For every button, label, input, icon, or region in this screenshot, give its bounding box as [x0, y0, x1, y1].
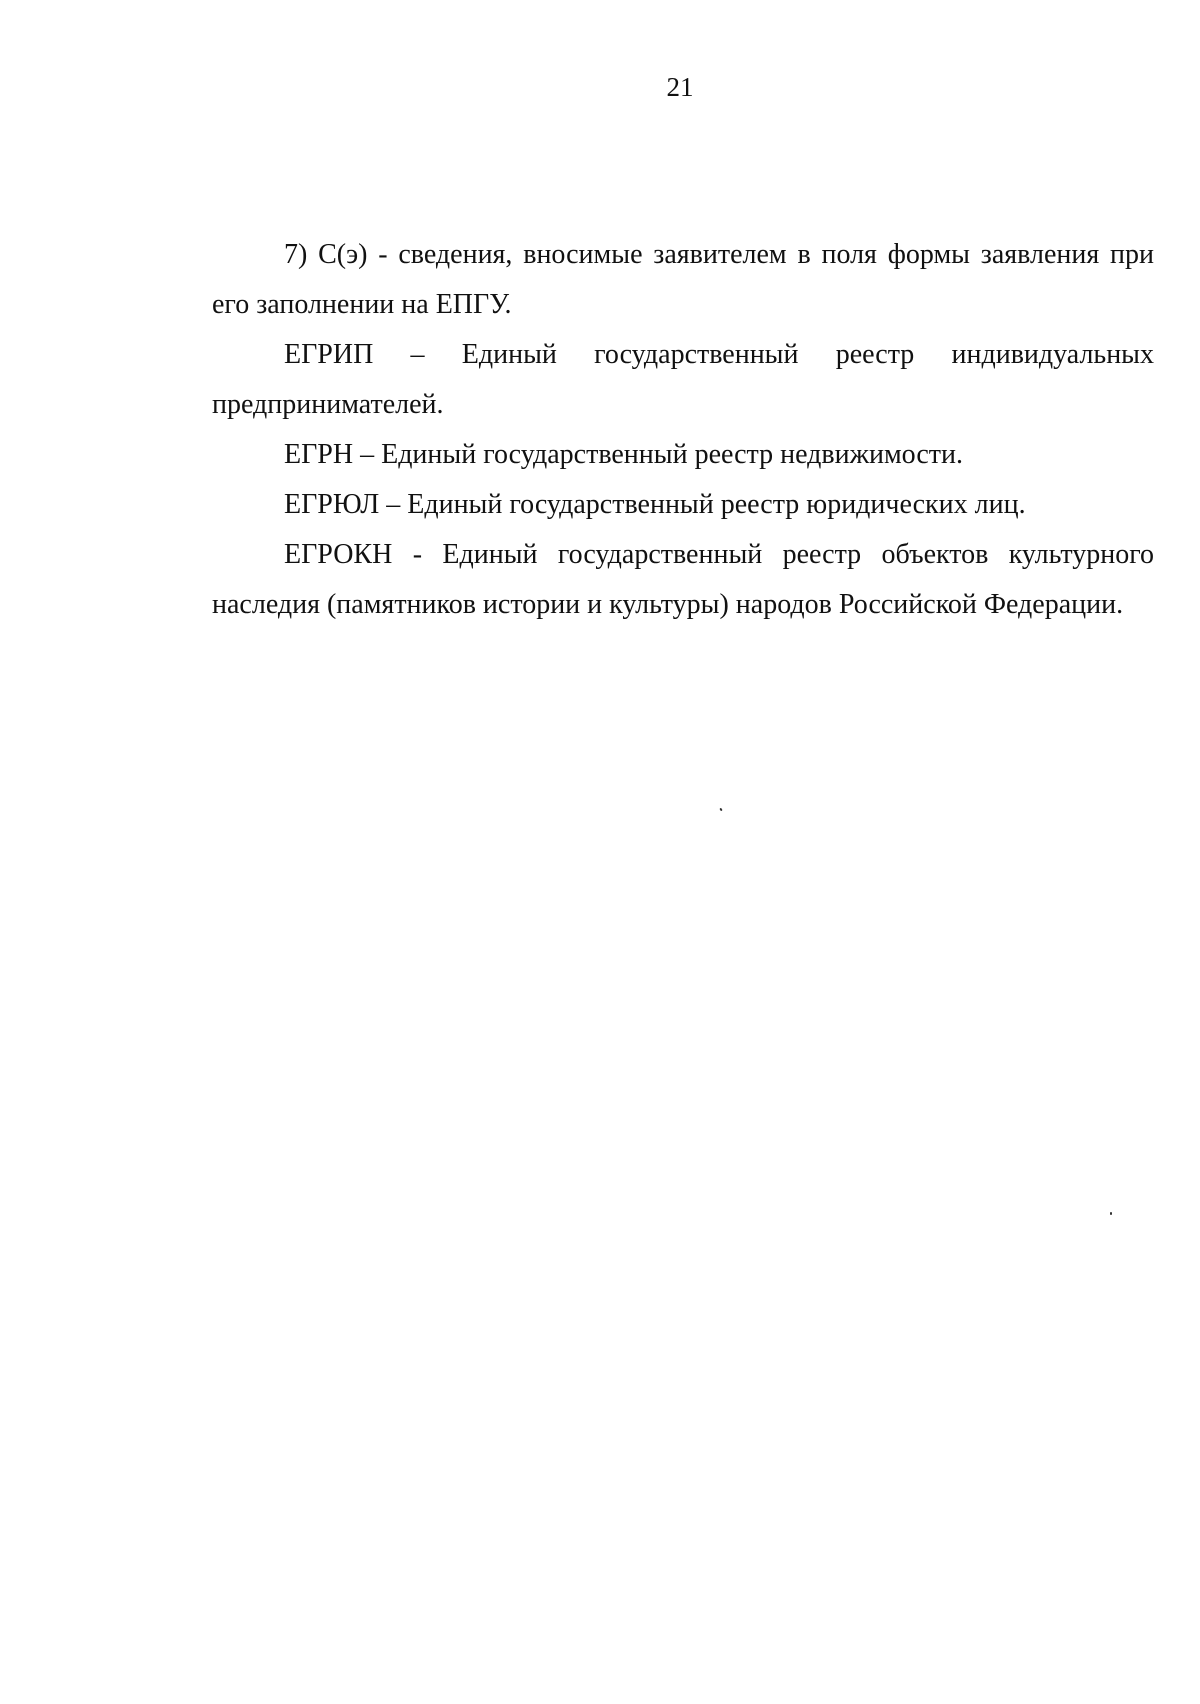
scan-speck	[1110, 1212, 1112, 1215]
document-body	[212, 230, 1154, 630]
paragraph-abbreviation-c-e: 7) С(э) - сведения, вносимые заявителем в поля формы заявления при его заполнении на ЕПГУ.	[212, 239, 1154, 320]
scan-speck	[719, 808, 722, 812]
paragraph-egrul: ЕГРЮЛ – Единый государственный реестр юридических лиц.	[284, 489, 1026, 520]
paragraph-egrip: ЕГРИП – Единый государственный реестр индивидуальных предпринимателей.	[212, 339, 1154, 420]
paragraph-egrn: ЕГРН – Единый государственный реестр недвижимости.	[284, 439, 964, 470]
paragraph-egrokn: ЕГРОКН - Единый государственный реестр объектов культурного наследия (памятников истории и культуры) народов Российской Федерации.	[212, 539, 1154, 620]
page-number: 21	[666, 72, 694, 102]
